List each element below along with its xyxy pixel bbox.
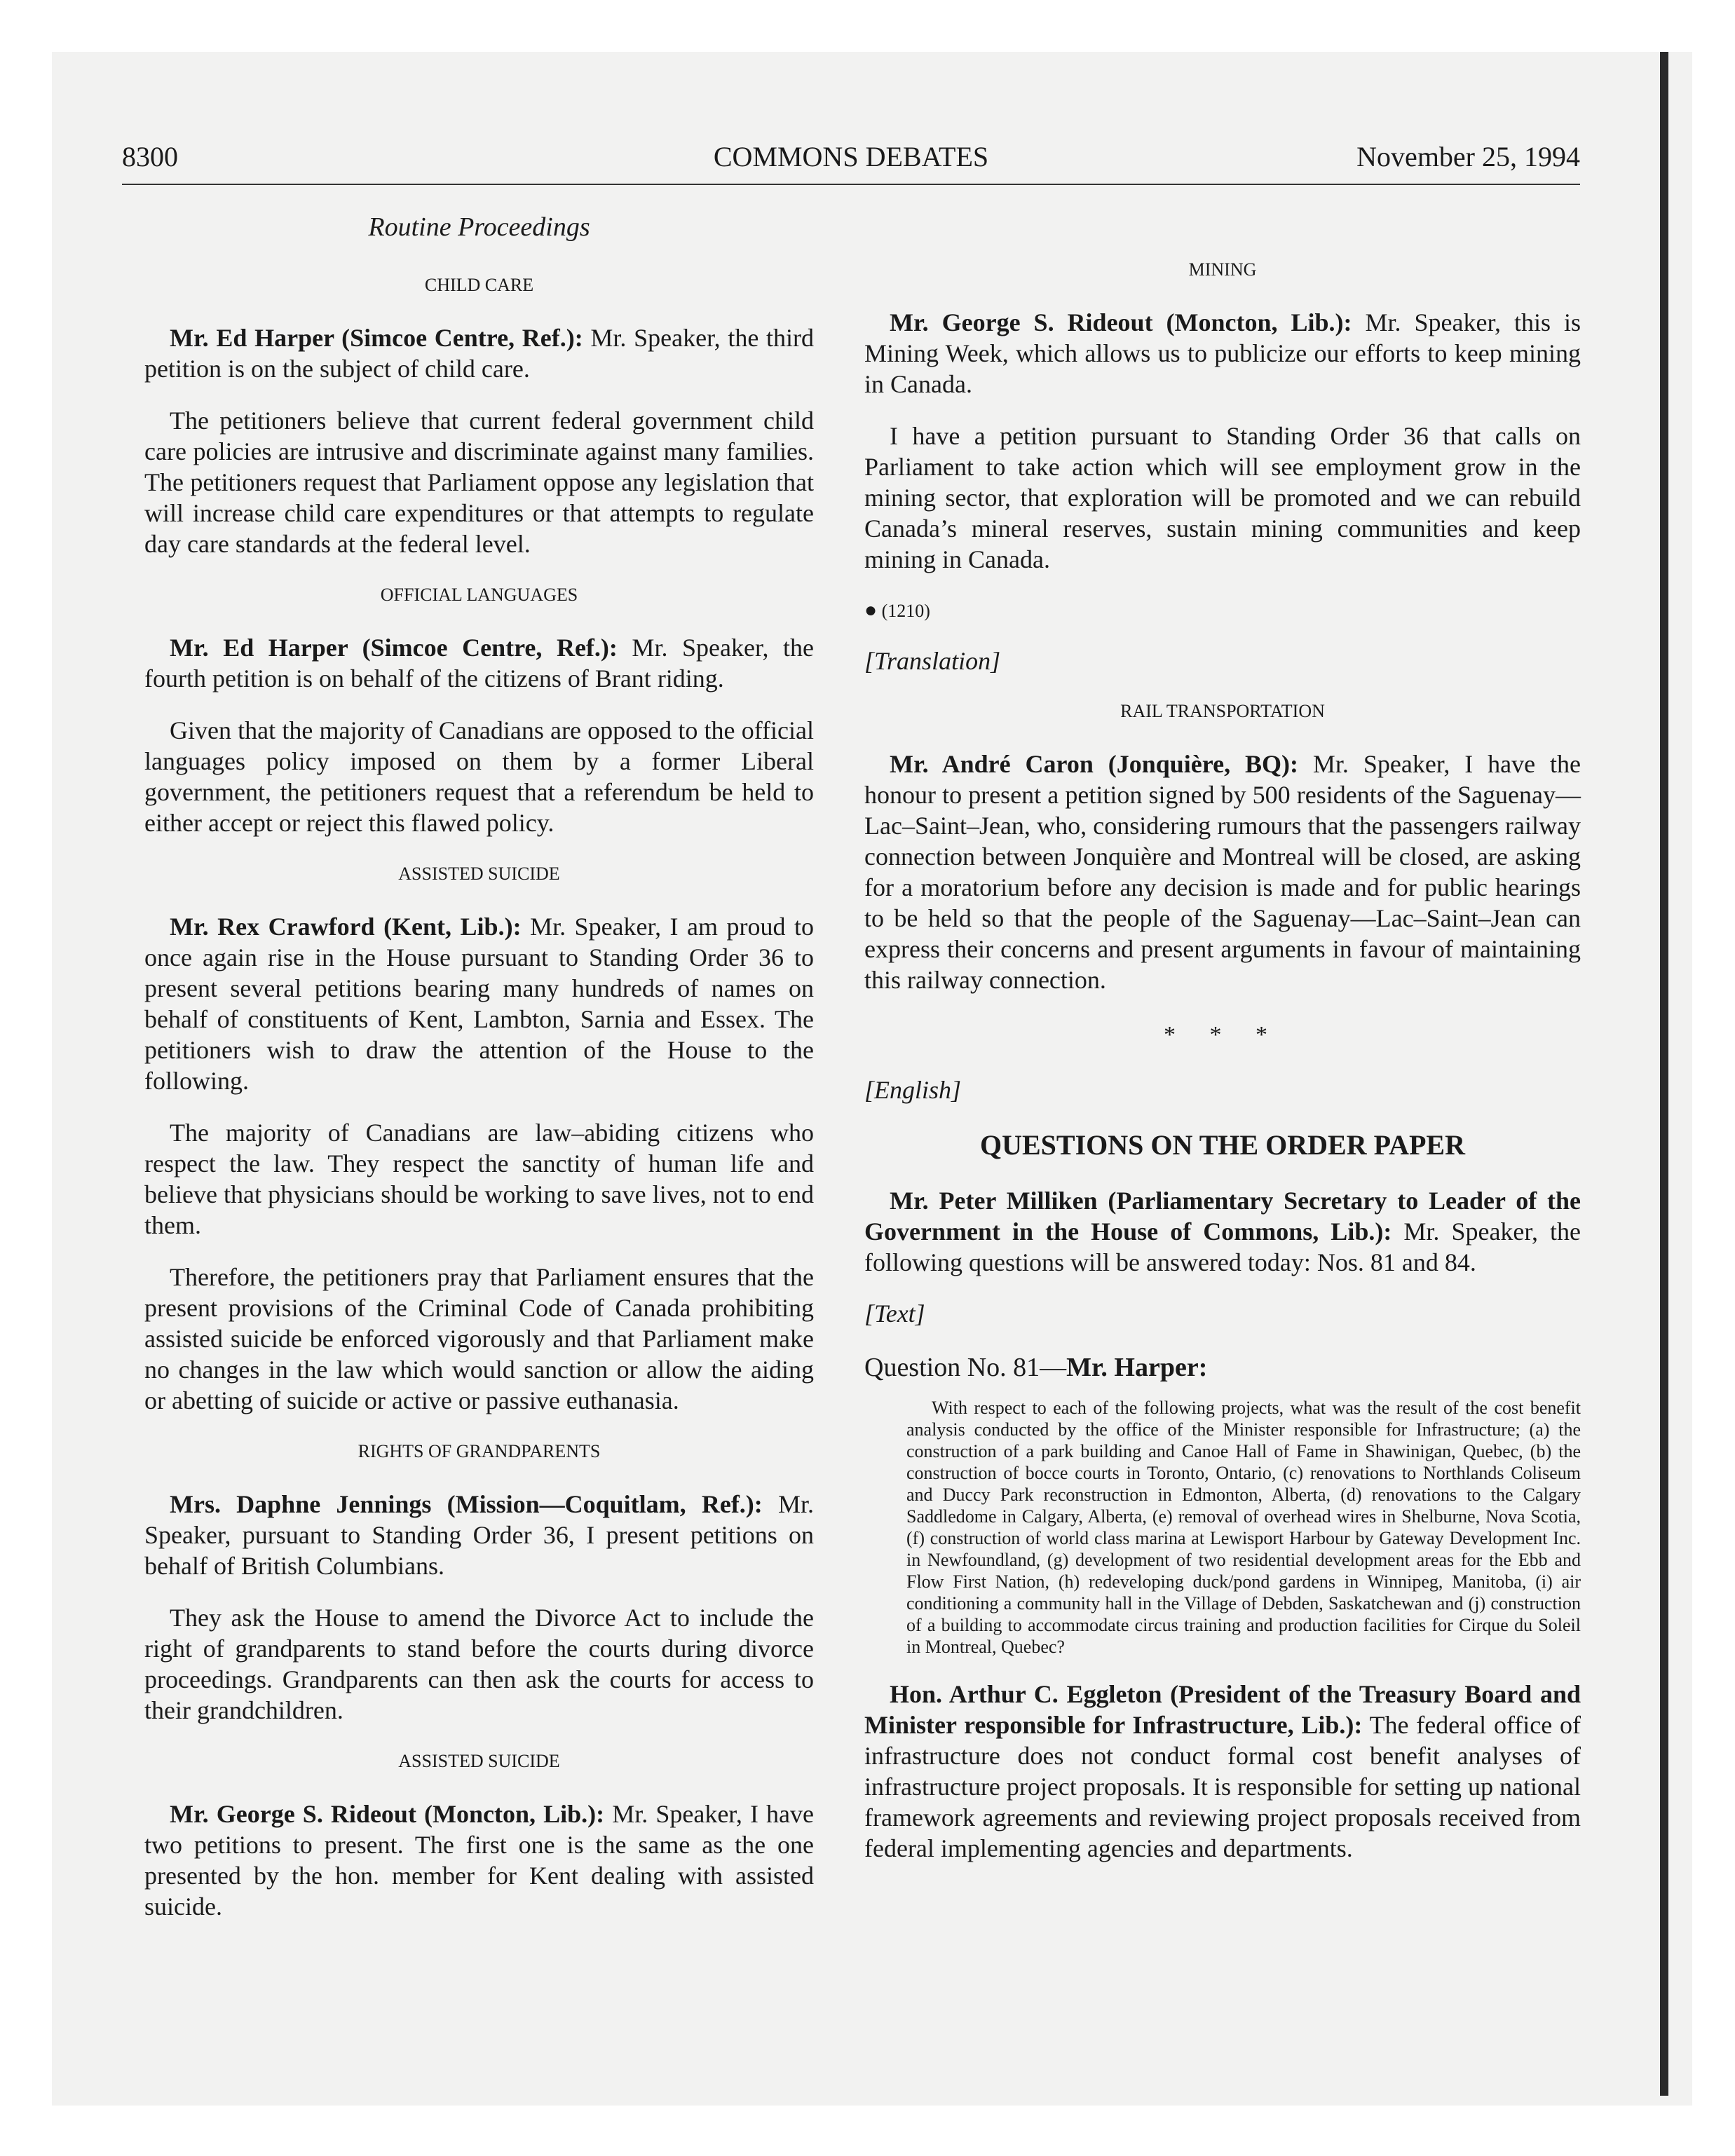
speech-paragraph — [864, 307, 1581, 400]
speech-paragraph — [144, 1799, 814, 1922]
section-heading: RAIL TRANSPORTATION — [1120, 701, 1325, 721]
speech-paragraph — [864, 749, 1581, 995]
speech-paragraph — [144, 911, 814, 1096]
speech-paragraph — [144, 632, 814, 694]
page-date: November 25, 1994 — [1356, 141, 1580, 172]
question-number — [864, 1352, 1581, 1383]
page-number: 8300 — [122, 141, 178, 172]
language-tag: [Translation] — [864, 647, 1001, 675]
section-heading: CHILD CARE — [424, 275, 534, 295]
question-text: With respect to each of the following projects, what was the result of the cost benefit analysis conducted by the office of the Minister responsible for Infrastructure; (a) the construction of a park building and Canoe Hall of Fame in Shawinigan, Quebec, (b) the construction of bocce courts in Toronto, Ontario, (c) renovations to Northlands Coliseum and Duccy Park reconstruction in Edmonton, Alberta, (d) renovations to the Calgary Saddledome in Calgary, Alberta, (e) removal of overhead wires in Shelburne, Nova Scotia, (f) construction of world class marina at Lewisport Harbour by Gateway Development Inc. in Newfoundland, (g) development of two residential development areas for the Ebb and Flow First Nation, (h) redeveloping duck/pond gardens in Winnipeg, Manitoba, (i) air conditioning a community hall in the Village of Debden, Saskatchewan and (j) construction of a building to accommodate circus training and production facilities for Cirque du Soleil in Montreal, Quebec? — [906, 1398, 1581, 1657]
speaker-name: Mr. Ed Harper (Simcoe Centre, Ref.): — [170, 324, 583, 352]
speech-paragraph — [864, 1185, 1581, 1278]
left-column — [144, 203, 814, 1922]
speaker-name: Mr. Peter Milliken (Parliamentary Secretary to Leader of the Government in the House of Commons, Lib.): — [864, 1187, 1581, 1246]
right-column — [864, 203, 1581, 1864]
time-marker — [864, 599, 1581, 622]
section-heading: ASSISTED SUICIDE — [398, 864, 560, 884]
speech-paragraph: Therefore, the petitioners pray that Parliament ensures that the present provisions of the Criminal Code of Canada prohibiting assisted suicide be enforced vigorously and that Parliament make no changes in the law which would sanction or allow the aiding or abetting of suicide or active or passive euthanasia. — [144, 1263, 814, 1414]
speaker-name: Hon. Arthur C. Eggleton (President of the Treasury Board and Minister responsible for Infrastructure, Lib.): — [864, 1680, 1581, 1739]
speech-text: Mr. Speaker, the following questions will be answered today: Nos. 81 and 84. — [864, 1217, 1581, 1276]
language-tag: [English] — [864, 1076, 962, 1104]
speaker-name: Mr. Ed Harper (Simcoe Centre, Ref.): — [170, 634, 618, 662]
header-rule — [122, 184, 1580, 185]
section-separator: * * * — [1164, 1022, 1281, 1048]
speaker-name: Mr. George S. Rideout (Moncton, Lib.): — [890, 308, 1352, 336]
answer-paragraph — [864, 1679, 1581, 1864]
binding-edge — [1660, 52, 1668, 2096]
question-prefix: Question No. 81— — [864, 1353, 1067, 1382]
speech-paragraph: The petitioners believe that current federal government child care policies are intrusive and discriminate against many families. The petitioners request that Parliament oppose any legislation that will increase child care expenditures or that attempts to regulate day care standards at the federal level. — [144, 407, 814, 558]
speech-text: Mr. Speaker, this is Mining Week, which allows us to publicize our efforts to keep mining in Canada. — [864, 308, 1581, 398]
speech-paragraph: I have a petition pursuant to Standing Order 36 that calls on Parliament to take action which will see employment grow in the mining sector, that exploration will be promoted and we can rebuild Canada’s mineral reserves, sustain mining communities and keep mining in Canada. — [864, 422, 1581, 573]
text-tag: [Text] — [864, 1299, 925, 1328]
section-heading: MINING — [1188, 259, 1257, 280]
bullet-icon: ● — [864, 599, 878, 622]
question-member: Mr. Harper: — [1066, 1353, 1208, 1382]
speech-paragraph — [144, 322, 814, 384]
speaker-name: Mrs. Daphne Jennings (Mission—Coquitlam, Ref.): — [170, 1490, 763, 1518]
speech-text: Mr. Speaker, pursuant to Standing Order 36, I present petitions on behalf of British Columbians. — [144, 1490, 814, 1580]
speaker-name: Mr. Rex Crawford (Kent, Lib.): — [170, 913, 522, 941]
speech-text: Mr. Speaker, I have two petitions to present. The first one is the same as the one presented by the hon. member for Kent dealing with assisted suicide. — [144, 1800, 814, 1920]
section-heading: ASSISTED SUICIDE — [398, 1751, 560, 1771]
page-header — [122, 140, 1580, 184]
speech-text: Mr. Speaker, I have the honour to present a petition signed by 500 residents of the Saguenay—Lac–Saint–Jean, who, considering rumours that the passengers railway connection between Jonquière and Montreal will be closed, are asking for a moratorium before any decision is made and for public hearings to be held so that the people of the Saguenay—Lac–Saint–Jean can express their concerns and present arguments in favour of maintaining this railway connection. — [864, 750, 1581, 994]
speech-text: Mr. Speaker, the third petition is on the subject of child care. — [144, 324, 814, 383]
running-head: Routine Proceedings — [368, 212, 590, 242]
speech-text: Mr. Speaker, the fourth petition is on behalf of the citizens of Brant riding. — [144, 634, 815, 692]
time-stamp: (1210) — [881, 601, 930, 621]
speaker-name: Mr. George S. Rideout (Moncton, Lib.): — [170, 1800, 605, 1828]
speaker-name: Mr. André Caron (Jonquière, BQ): — [890, 750, 1298, 778]
speech-text: The federal office of infrastructure does not conduct formal cost benefit analyses of infrastructure project proposals. It is responsible for setting up national framework agreements and reviewing project proposals received from federal implementing agencies and departments. — [864, 1711, 1581, 1862]
speech-paragraph: They ask the House to amend the Divorce Act to include the right of grandparents to stand before the courts during divorce proceedings. Grandparents can then ask the courts for access to their grandchildren. — [144, 1604, 814, 1724]
section-heading: RIGHTS OF GRANDPARENTS — [358, 1441, 601, 1461]
speech-paragraph: The majority of Canadians are law–abiding citizens who respect the law. They respect the sanctity of human life and believe that physicians should be working to save lives, not to end them. — [144, 1119, 814, 1239]
speech-text: Mr. Speaker, I am proud to once again rise in the House pursuant to Standing Order 36 to present several petitions bearing many hundreds of names on behalf of constituents of Kent, Lambton, Sarnia and Essex. The petitioners wish to draw the attention of the House to the following. — [144, 913, 814, 1095]
major-heading: QUESTIONS ON THE ORDER PAPER — [980, 1129, 1465, 1161]
publication-title: COMMONS DEBATES — [713, 141, 989, 172]
speech-paragraph: Given that the majority of Canadians are opposed to the official languages policy imposed on them by a former Liberal government, the petitioners request that a referendum be held to either accept or reject this flawed policy. — [144, 716, 814, 837]
section-heading: OFFICIAL LANGUAGES — [380, 585, 578, 605]
speech-paragraph — [144, 1489, 814, 1581]
